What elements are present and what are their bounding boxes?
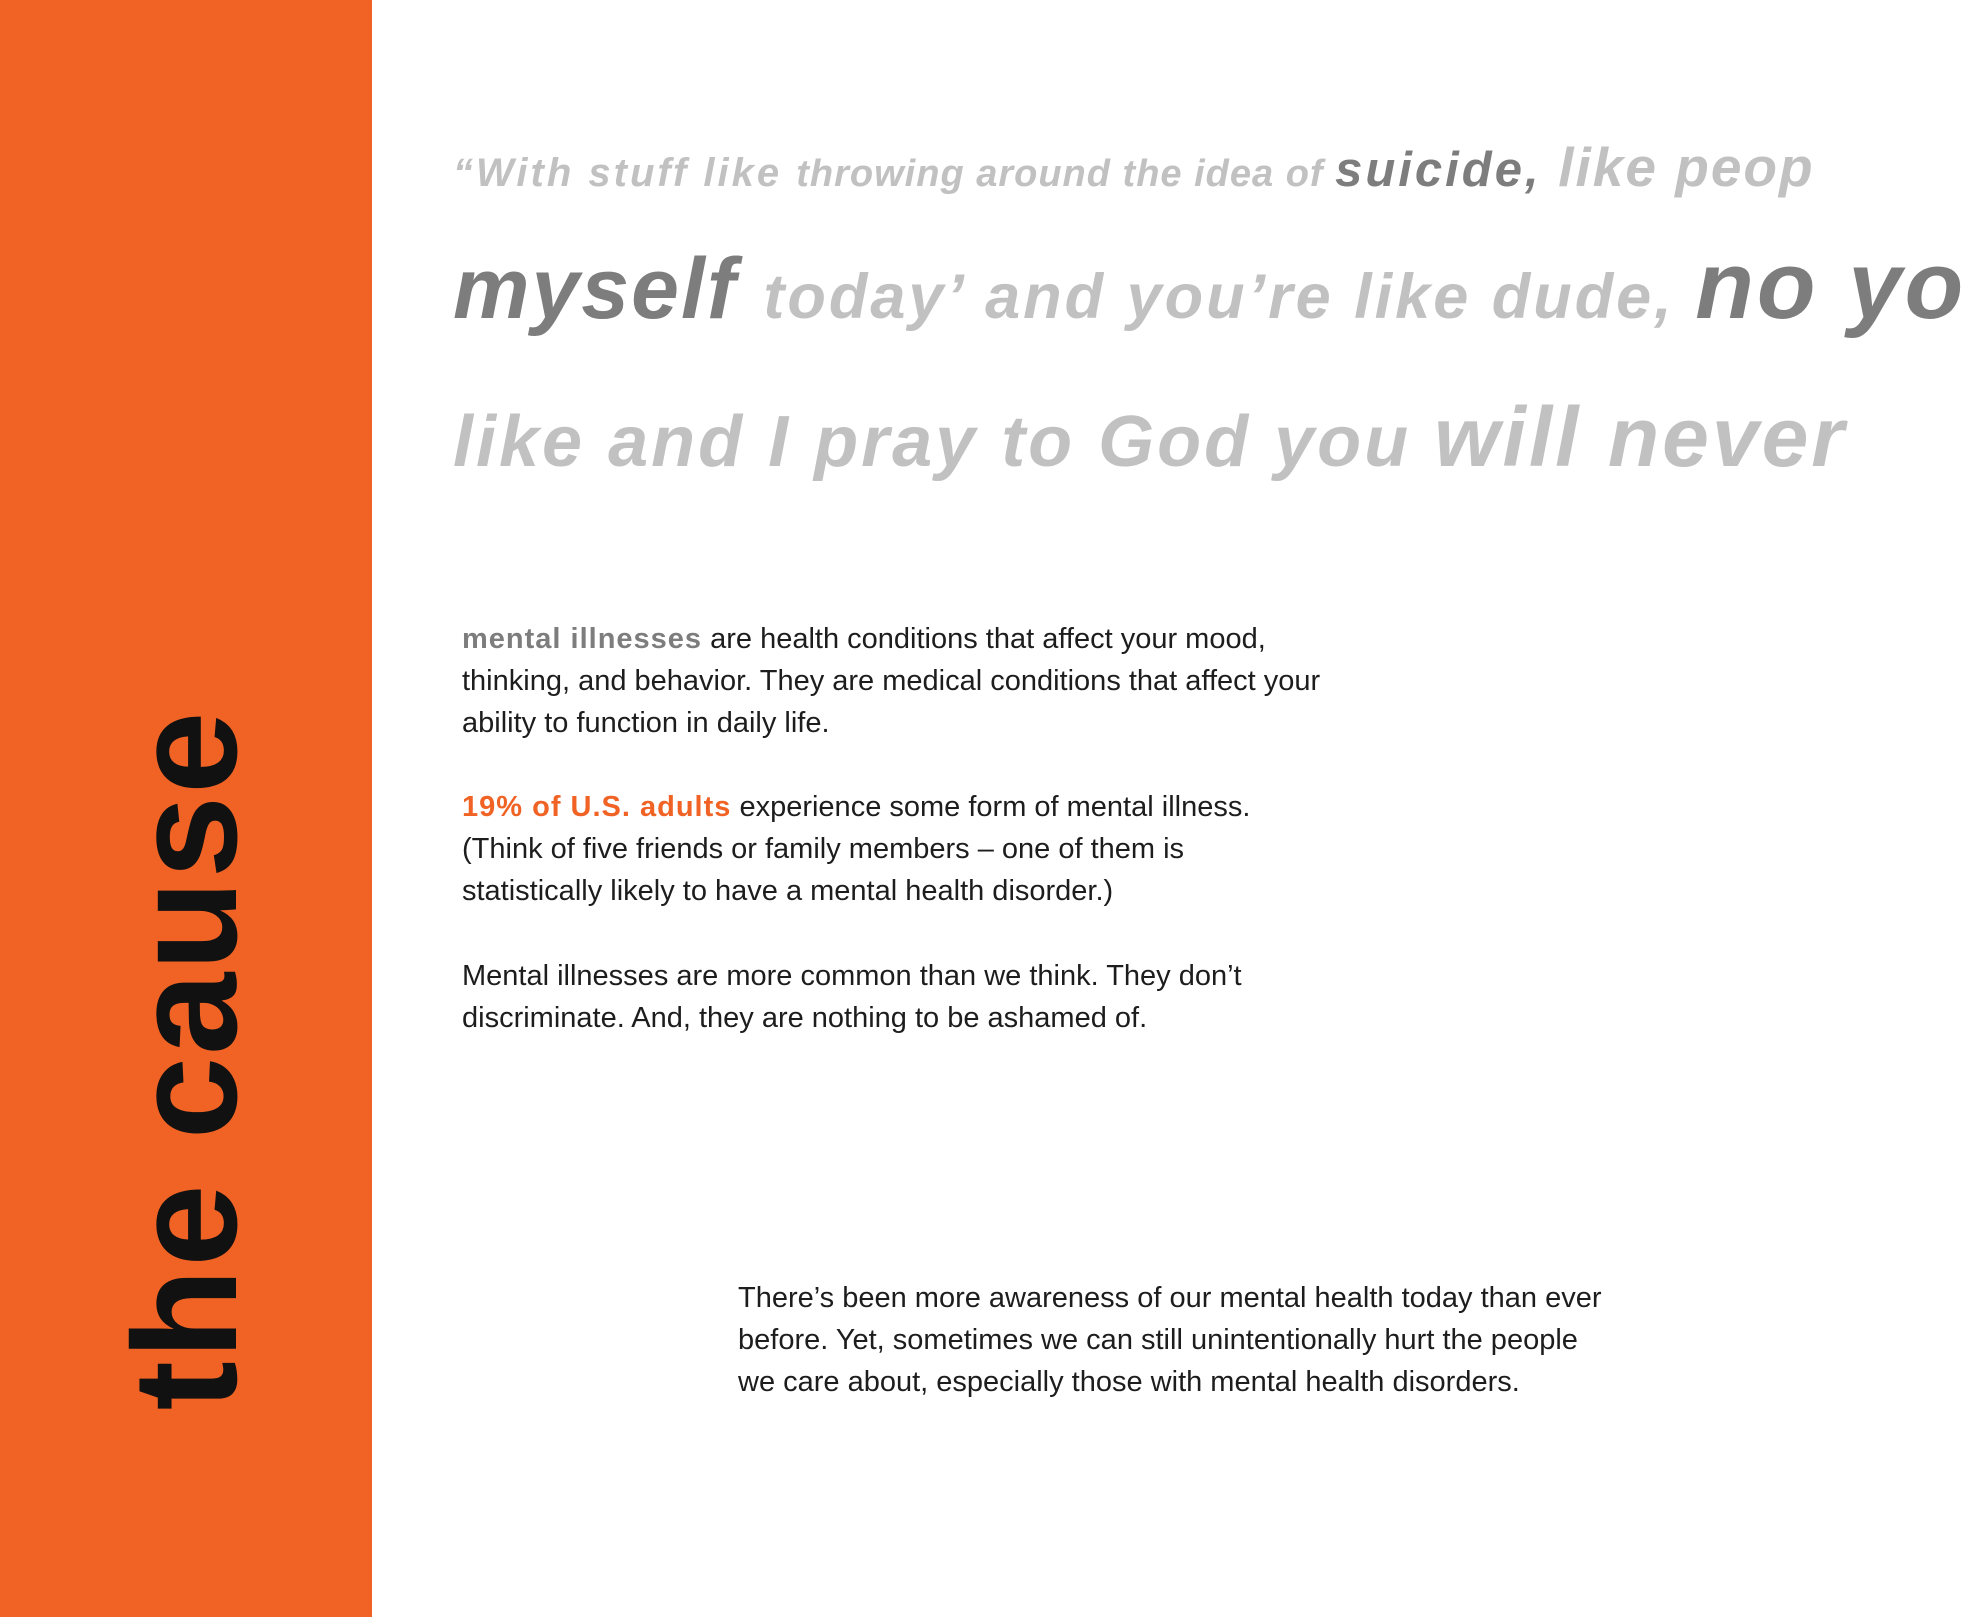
quote-fragment: like and I pray to God you — [453, 402, 1435, 482]
quote-line-3 — [453, 390, 1847, 484]
paragraph-line — [462, 618, 1462, 660]
definition-paragraph — [462, 618, 1462, 744]
paragraph-line: There’s been more awareness of our mental health today than ever — [738, 1282, 1602, 1314]
quote-emphasis: suicide, — [1335, 143, 1559, 197]
common-paragraph — [462, 955, 1462, 1039]
quote-line-2 — [453, 232, 1966, 339]
paragraph-line: before. Yet, sometimes we can still unintentionally hurt the people — [738, 1324, 1578, 1356]
paragraph-line: (Think of five friends or family members – one of them is — [462, 833, 1185, 865]
paragraph-line: discriminate. And, they are nothing to be ashamed of. — [462, 1002, 1148, 1034]
paragraph-line: Mental illnesses are more common than we think. They don’t — [462, 960, 1242, 992]
sidebar-panel — [0, 0, 372, 1617]
statistic-highlight: 19% of U.S. adults — [462, 791, 732, 823]
quote-emphasis: no yo — [1695, 232, 1966, 339]
awareness-paragraph — [738, 1277, 1738, 1403]
quote-fragment: “With stuff like — [453, 151, 797, 195]
paragraph-line: statistically likely to have a mental health disorder.) — [462, 875, 1114, 907]
section-title: the cause — [103, 709, 268, 1411]
paragraph-line: ability to function in daily life. — [462, 707, 830, 739]
statistic-paragraph — [462, 786, 1462, 912]
quote-line-1 — [453, 136, 1815, 198]
quote-emphasis: myself — [453, 241, 764, 337]
paragraph-line: thinking, and behavior. They are medical conditions that affect your — [462, 665, 1321, 697]
paragraph-text: experience some form of mental illness. — [731, 791, 1251, 823]
paragraph-line: we care about, especially those with mental health disorders. — [738, 1366, 1520, 1398]
quote-fragment: will never — [1434, 390, 1847, 484]
quote-fragment: throwing around the idea of — [796, 153, 1336, 195]
paragraph-text: are health conditions that affect your mood, — [702, 623, 1266, 655]
quote-fragment: like peop — [1558, 136, 1815, 198]
term-highlight: mental illnesses — [462, 623, 703, 655]
paragraph-line — [462, 786, 1462, 828]
quote-fragment: today’ and you’re like dude, — [763, 262, 1696, 332]
